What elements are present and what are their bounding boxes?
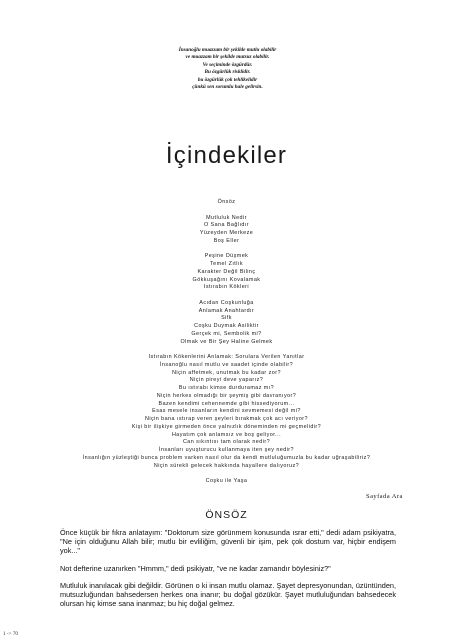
epigraph-line: çünkü sen sorumlu hale gelirsin.: [192, 84, 263, 91]
toc-entry[interactable]: Niçin affetmek, unutmak bu kadar zor?: [172, 369, 281, 376]
body-paragraph: Mutluluk inanılacak gibi değildir. Görünen o ki insan mutlu olamaz. Şayet depresyonundan, üzüntünden, mutsuzluğundan bahsedersen herkes ona inanır; bu doğal gözükür. Şayet mutluluğundan bahsedecek olursan hiç kimse sana inanmaz; bu hiç doğal gelmez.: [60, 580, 396, 609]
toc-entry[interactable]: Mutluluk Nedir: [206, 214, 247, 221]
toc-entry[interactable]: Coşku Duymak Asiliktir: [194, 323, 259, 329]
toc-entry[interactable]: Anlamak Anahtardır: [198, 307, 255, 314]
epigraph-line: Bu özgürlük risklidir.: [204, 69, 251, 76]
toc-spacer: [10, 470, 443, 478]
toc-entry[interactable]: İnsanları uyuşturucu kullanmaya iten şey nedir?: [158, 447, 294, 453]
body-paragraph: Not defterine uzanırken "Hmmm," dedi psikiyatr, "ve ne kadar zamandır böylesiniz?": [60, 563, 331, 573]
section-title: ÖNSÖZ: [205, 509, 248, 521]
toc-entry[interactable]: Niçin bana ıstırap veren şeyleri bırakmak çok acı veriyor?: [144, 416, 309, 422]
toc-entry[interactable]: Istırabın Kökleri: [203, 284, 250, 291]
toc-entry[interactable]: Coşku ile Yaşa: [205, 478, 248, 484]
table-of-contents: [10, 199, 443, 486]
toc-spacer: [10, 246, 443, 254]
toc-entry[interactable]: Can sıkıntısı tam olarak nedir?: [182, 439, 271, 446]
epigraph-line: ve muazzam bir şekilde mutsuz olabilir.: [185, 54, 270, 61]
toc-entry[interactable]: Niçin pireyi deve yaparız?: [189, 377, 264, 384]
toc-entry[interactable]: Hayatım çok anlamsız ve boş geliyor...: [171, 431, 282, 438]
toc-entry[interactable]: Acıdan Coşkunluğa: [199, 299, 254, 306]
toc-entry[interactable]: Istırabın Kökenlerini Anlamak: Sorulara Verilen Yanıtlar: [148, 354, 305, 360]
epigraph: [120, 47, 335, 91]
page-indicator: 1 -> 70: [3, 631, 19, 637]
body-paragraph: Önce küçük bir fıkra anlatayım: "Doktorum size görünmem konusunda ısrar etti," dedi adam psikiyatra, "Ne için olduğunu Allah bilir; mutlu bir evliliğim, güvenli bir işim, pek çok dostum var, hiçbir endişem yok...": [60, 528, 396, 556]
toc-entry[interactable]: Boş Eller: [213, 237, 240, 244]
toc-entry[interactable]: Bazen kendimi cehennemde gibi hissediyorum...: [158, 400, 295, 407]
toc-spacer: [10, 346, 443, 354]
toc-entry[interactable]: Esas mesele insanların kendini sevmemesi değil mi?: [152, 408, 301, 415]
toc-entry[interactable]: İnsanlığın yüzleştiği bunca problem varken nasıl olur da kendi mutluluğumuzla bu kadar uğraşabiliriz?: [82, 454, 371, 461]
epigraph-line: Ve seçiminde özgürdür.: [202, 61, 253, 68]
toc-spacer: [10, 292, 443, 300]
toc-entry[interactable]: Peşine Düşmek: [204, 253, 249, 260]
toc-entry[interactable]: Niçin sürekli gelecek hakkında hayallere dalıyoruz?: [153, 462, 300, 469]
toc-entry[interactable]: Temel Zıtlık: [210, 261, 243, 267]
toc-entry[interactable]: Sifk: [221, 315, 232, 322]
toc-spacer: [10, 207, 443, 215]
toc-entry[interactable]: İnsanoğlu nasıl mutlu ve saadet içinde olabilir?: [159, 361, 294, 368]
search-in-page-link[interactable]: Sayfada Ara: [366, 493, 403, 500]
epigraph-line: bu özgürlük çok tehlikelidir: [197, 76, 258, 83]
toc-entry[interactable]: Kişi bir ilişkiye girmeden önce yalnızlık döneminden mi geçmelidir?: [131, 423, 322, 430]
epigraph-line: İnsanoğlu muazzam bir şekilde mutlu olabilir: [178, 47, 277, 53]
toc-entry[interactable]: Gerçek mi, Sembolik mi?: [191, 330, 262, 337]
toc-title: İçindekiler: [165, 142, 288, 169]
toc-entry[interactable]: Bu ıstırabı kimse durduramaz mı?: [178, 385, 275, 391]
body-text: [60, 528, 396, 617]
toc-entry[interactable]: Gökkuşağını Kovalamak: [192, 276, 261, 283]
toc-entry[interactable]: O Sana Bağlıdır: [203, 222, 250, 229]
toc-entry[interactable]: Önsöz: [217, 199, 236, 205]
toc-entry[interactable]: Yüzeyden Merkeze: [199, 230, 254, 236]
toc-entry[interactable]: Niçin herkes olmadığı bir şeymiş gibi davranıyor?: [156, 392, 297, 399]
toc-entry[interactable]: Olmak ve Bir Şey Haline Gelmek: [180, 338, 273, 345]
toc-entry[interactable]: Karakter Değil Bilinç: [197, 268, 256, 275]
